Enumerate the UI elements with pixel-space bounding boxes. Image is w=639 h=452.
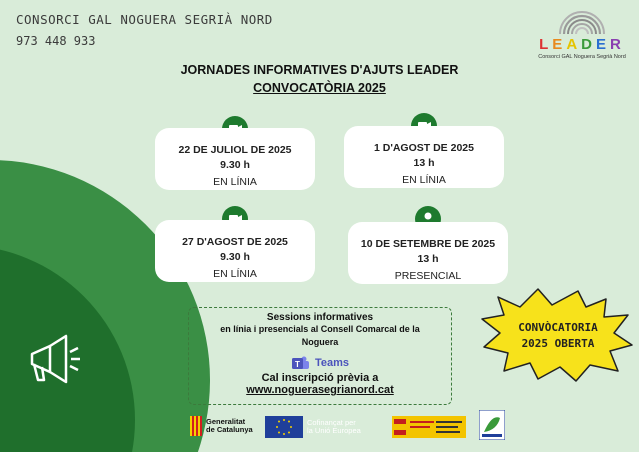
session-date: 1 D'AGOST DE 2025 — [374, 142, 474, 154]
organization-name: CONSORCI GAL NOGUERA SEGRIÀ NORD — [16, 12, 273, 27]
session-card-2 — [344, 126, 504, 188]
session-mode: EN LÍNIA — [213, 176, 257, 188]
inscription-text: Cal inscripció prèvia a — [261, 372, 379, 384]
session-time: 13 h — [413, 157, 435, 169]
session-date: 10 DE SETEMBRE DE 2025 — [360, 238, 496, 250]
eu-flag-icon — [265, 416, 303, 438]
generalitat-line-2: de Catalunya — [206, 425, 253, 434]
session-time: 9.30 h — [220, 159, 250, 171]
leader-letter: L — [539, 36, 553, 53]
leader-letter: E — [596, 36, 611, 53]
badge-line-2: 2025 OBERTA — [521, 337, 595, 350]
phone-number: 973 448 933 — [16, 34, 96, 48]
session-card-1 — [155, 128, 315, 190]
svg-text:T: T — [295, 360, 300, 369]
session-date: 27 D'AGOST DE 2025 — [182, 236, 288, 248]
teams-row — [189, 355, 451, 371]
eu-logo — [265, 416, 361, 438]
megaphone-icon — [20, 330, 90, 390]
leader-subtitle: Consorci GAL Noguera Segrià Nord — [538, 54, 626, 60]
session-mode: EN LÍNIA — [213, 268, 257, 280]
eu-line-1: Cofinançat per — [307, 418, 356, 427]
leader-letter: A — [566, 36, 582, 53]
website-link[interactable]: www.noguerasegrianord.cat — [246, 384, 394, 396]
generalitat-logo — [190, 416, 253, 436]
session-date: 22 DE JULIOL DE 2025 — [178, 144, 292, 156]
leader-eu-leaf-logo — [479, 410, 505, 440]
page-title: JORNADES INFORMATIVES D'AJUTS LEADER — [180, 63, 459, 77]
spain-government-logo — [392, 416, 466, 438]
info-line-2: Noguera — [301, 337, 339, 347]
eu-line-2: la Unió Europea — [307, 426, 361, 435]
session-time: 9.30 h — [220, 251, 250, 263]
teams-icon — [291, 355, 309, 371]
session-mode: PRESENCIAL — [394, 270, 462, 282]
teams-label: Teams — [314, 357, 350, 369]
session-card-4 — [348, 222, 508, 284]
generalitat-line-1: Generalitat — [206, 417, 246, 426]
page-subtitle: CONVOCATÒRIA 2025 — [253, 81, 386, 95]
open-call-badge — [478, 285, 638, 385]
badge-line-1: CONVÒCATORIA — [518, 321, 598, 334]
session-time: 13 h — [417, 253, 439, 265]
leader-letter: R — [610, 36, 625, 53]
session-mode: EN LÍNIA — [402, 174, 446, 186]
leader-word — [532, 36, 632, 53]
leader-letter: D — [581, 36, 596, 53]
info-heading: Sessions informatives — [266, 312, 374, 323]
leader-logo — [532, 6, 632, 68]
session-card-3 — [155, 220, 315, 282]
info-line-1: en línia i presencials al Consell Comarcal de la — [220, 324, 420, 334]
leader-arc-icon — [552, 6, 612, 36]
generalitat-emblem-icon — [190, 416, 202, 436]
info-box — [188, 307, 452, 405]
leader-letter: E — [552, 36, 567, 53]
